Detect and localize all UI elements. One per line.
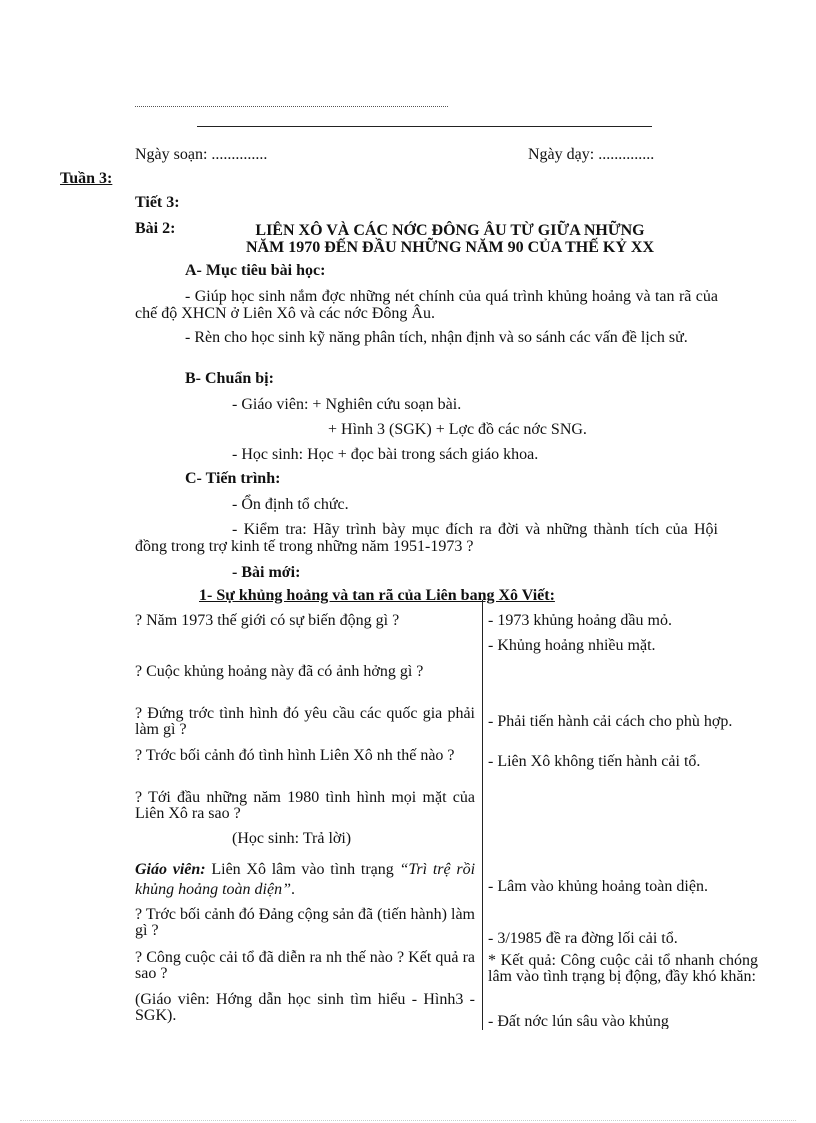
- teacher-text: Liên Xô lâm vào tình trạng: [205, 861, 400, 878]
- section-a-p1: - Giúp học sinh nắm đợc những nét chính của quá trình khủng hoảng và tan rã của chế độ XHCN ở Liên Xô và các nớc Đông Âu.: [135, 288, 718, 322]
- answer-4: - Liên Xô không tiến hành cải tổ.: [488, 753, 701, 770]
- question-3: ? Đứng trớc tình hình đó yêu cầu các quốc gia phải làm gì ?: [135, 705, 475, 738]
- teacher-note: [135, 860, 475, 900]
- section-c-heading: C- Tiến trình:: [185, 470, 281, 487]
- section-c-line1: - Ổn định tổ chức.: [232, 496, 349, 513]
- section-c-line3: - Bài mới:: [232, 564, 301, 581]
- section-c-line2: - Kiểm tra: Hãy trình bày mục đích ra đời và những thành tích của Hội đồng trong trợ kinh tế trong những năm 1951-1973 ?: [135, 521, 718, 555]
- section-c-subheading: 1- Sự khủng hoảng và tan rã của Liên bang Xô Viết:: [199, 587, 555, 604]
- header-rule: [197, 126, 652, 127]
- section-b-line3: - Học sinh: Học + đọc bài trong sách giáo khoa.: [232, 446, 539, 463]
- question-4: ? Trớc bối cảnh đó tình hình Liên Xô nh thế nào ?: [135, 747, 455, 764]
- question-5-note: (Học sinh: Trả lời): [232, 830, 352, 847]
- tiet-label: Tiết 3:: [135, 194, 180, 211]
- table-divider: [482, 600, 483, 1030]
- answer-6: - 3/1985 đề ra đờng lối cải tổ.: [488, 930, 678, 947]
- section-a-p2: - Rèn cho học sinh kỹ năng phân tích, nhận định và so sánh các vấn đề lịch sử.: [185, 329, 688, 346]
- question-5: ? Tới đầu những năm 1980 tình hình mọi mặt của Liên Xô ra sao ?: [135, 789, 475, 822]
- question-7: ? Công cuộc cải tổ đã diễn ra nh thế nào ? Kết quả ra sao ?: [135, 949, 475, 982]
- ngay-soan: Ngày soạn: ..............: [135, 146, 268, 163]
- bai-label: Bài 2:: [135, 220, 176, 237]
- answer-1b: - Khủng hoảng nhiều mặt.: [488, 637, 656, 654]
- question-8: (Giáo viên: Hớng dẫn học sinh tìm hiểu - Hình3 - SGK).: [135, 991, 475, 1024]
- teacher-label: Giáo viên:: [135, 861, 206, 878]
- title-line-1: LIÊN XÔ VÀ CÁC NỚC ĐÔNG ÂU TỪ GIỮA NHỮNG: [255, 222, 645, 239]
- teacher-quote: “Trì trệ rồi khủng hoảng toàn diện”: [135, 861, 476, 898]
- section-b-heading: B- Chuẩn bị:: [185, 370, 274, 387]
- question-1: ? Năm 1973 thế giới có sự biến động gì ?: [135, 612, 400, 629]
- ngay-day: Ngày dạy: ..............: [528, 146, 655, 163]
- section-b-line1: - Giáo viên: + Nghiên cứu soạn bài.: [232, 396, 462, 413]
- section-a-heading: A- Mục tiêu bài học:: [185, 262, 326, 279]
- answer-7: * Kết quả: Công cuộc cải tổ nhanh chóng lâm vào tình trạng bị động, đầy khó khăn:: [488, 952, 758, 985]
- section-b-line2: + Hình 3 (SGK) + Lợc đồ các nớc SNG.: [328, 421, 587, 438]
- lesson-title: [205, 222, 695, 256]
- bottom-dotted-line: [20, 1120, 796, 1121]
- question-2: ? Cuộc khủng hoảng này đã có ảnh hởng gì ?: [135, 663, 424, 680]
- answer-1a: - 1973 khủng hoảng dầu mỏ.: [488, 612, 672, 629]
- question-6: ? Trớc bối cảnh đó Đảng cộng sản đã (tiến hành) làm gì ?: [135, 906, 475, 939]
- answer-teacher: - Lâm vào khủng hoảng toàn diện.: [488, 878, 708, 895]
- teacher-end: .: [291, 881, 295, 898]
- answer-8: - Đất nớc lún sâu vào khủng: [488, 1014, 669, 1029]
- title-line-2: NĂM 1970 ĐẾN ĐẦU NHỮNG NĂM 90 CỦA THẾ KỶ XX: [246, 239, 654, 256]
- top-dotted-line: [135, 106, 448, 107]
- tuan-label: Tuần 3:: [60, 170, 113, 187]
- answer-3: - Phải tiến hành cải cách cho phù hợp.: [488, 713, 733, 730]
